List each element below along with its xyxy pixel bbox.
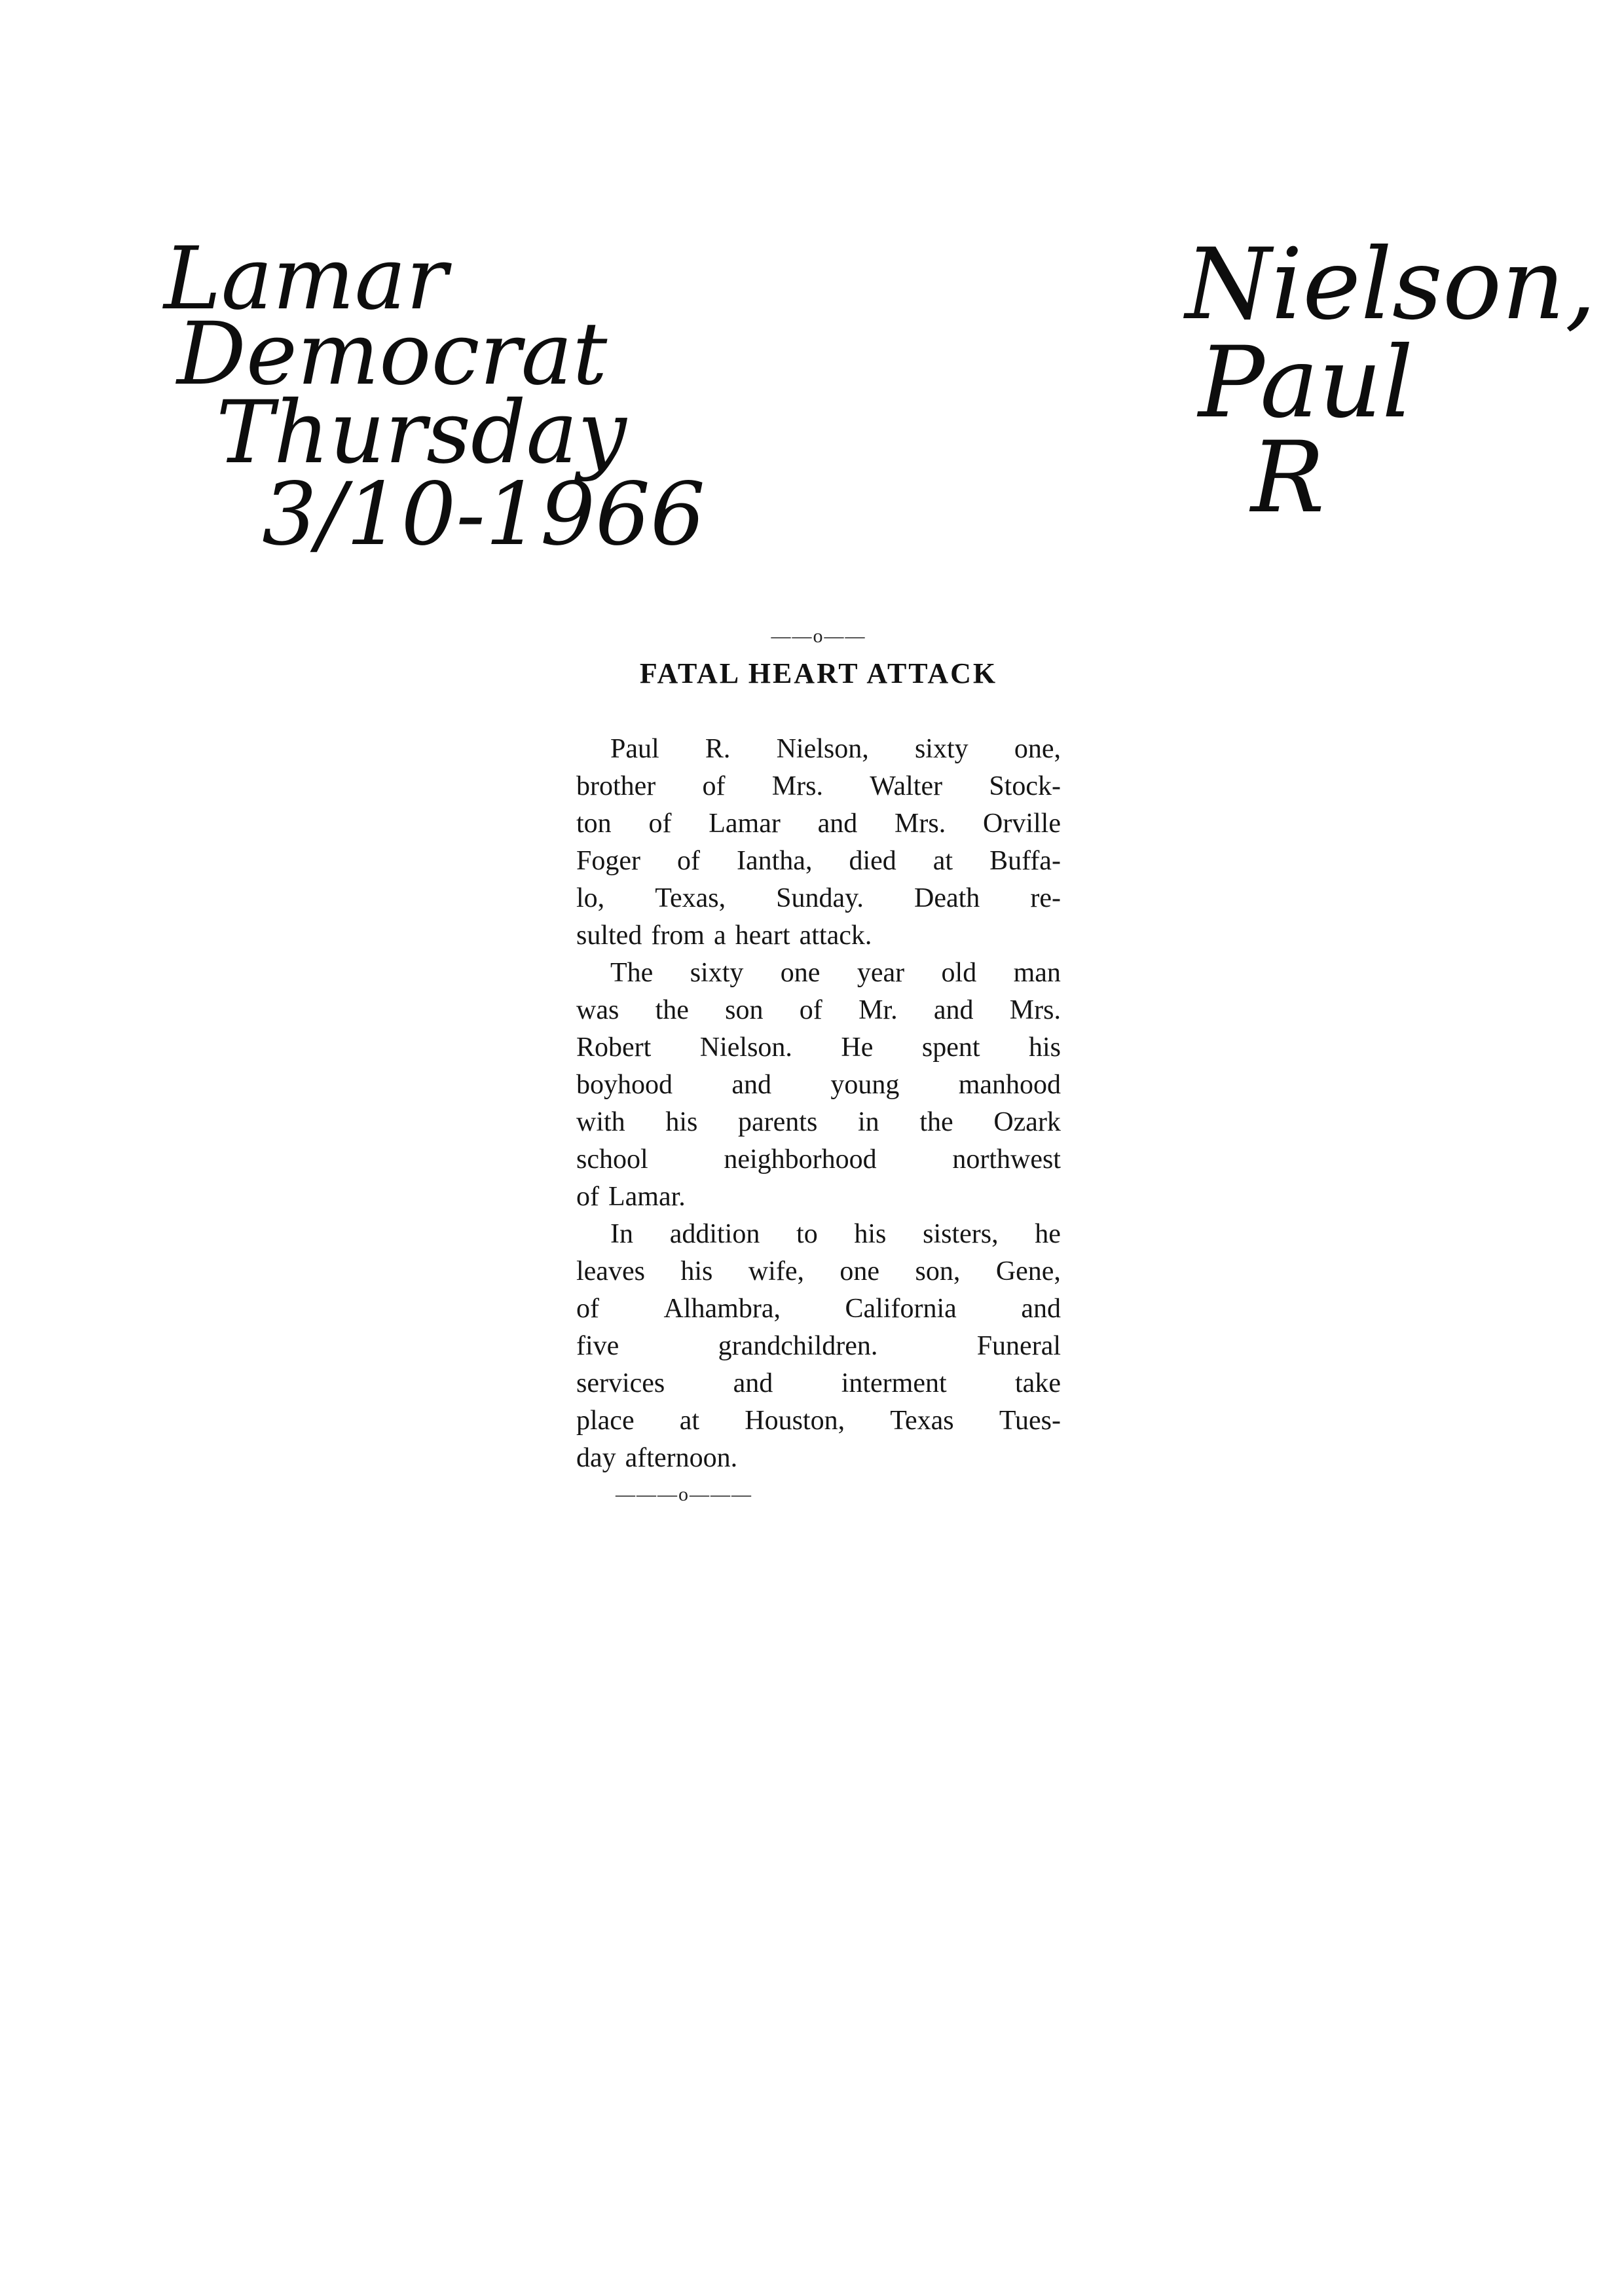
handwritten-note-right xyxy=(1185,228,1596,537)
handwritten-line: Nielson, xyxy=(1185,228,1596,342)
article-body xyxy=(576,731,1061,1477)
newspaper-clipping xyxy=(576,625,1061,1506)
handwritten-line: Democrat xyxy=(177,304,608,405)
handwritten-note-left xyxy=(164,228,705,602)
article-line: services and interment take xyxy=(576,1368,1061,1398)
article-line: In addition to his sisters, he xyxy=(610,1219,1061,1249)
article-line: ton of Lamar and Mrs. Orville xyxy=(576,809,1061,839)
handwritten-line: R xyxy=(1251,421,1325,535)
article-line: The sixty one year old man xyxy=(610,958,1061,988)
divider-top: ——o—— xyxy=(771,625,866,647)
article-line: of Lamar. xyxy=(576,1182,686,1212)
article-line: school neighborhood northwest xyxy=(576,1144,1061,1175)
handwritten-line: Lamar xyxy=(164,228,448,329)
divider-bottom: ———o——— xyxy=(616,1484,752,1505)
article-line: brother of Mrs. Walter Stock- xyxy=(576,771,1061,801)
article-line: five grandchildren. Funeral xyxy=(576,1331,1061,1361)
article-line: Robert Nielson. He spent his xyxy=(576,1032,1061,1063)
article-line: day afternoon. xyxy=(576,1443,738,1473)
article-line: sulted from a heart attack. xyxy=(576,920,872,951)
article-line: was the son of Mr. and Mrs. xyxy=(576,995,1061,1025)
article-line: leaves his wife, one son, Gene, xyxy=(576,1256,1061,1286)
handwritten-line: Thursday xyxy=(216,382,627,483)
article-line: boyhood and young manhood xyxy=(576,1070,1061,1100)
article-line: with his parents in the Ozark xyxy=(576,1107,1061,1137)
article-line: Foger of Iantha, died at Buffa- xyxy=(576,846,1061,876)
headline: FATAL HEART ATTACK xyxy=(639,657,998,689)
article-line: lo, Texas, Sunday. Death re- xyxy=(576,883,1061,913)
article-line: place at Houston, Texas Tues- xyxy=(576,1406,1061,1436)
article-line: of Alhambra, California and xyxy=(576,1294,1061,1324)
article-line: Paul R. Nielson, sixty one, xyxy=(610,734,1061,764)
handwritten-line: 3/10-1966 xyxy=(262,464,705,565)
handwritten-line: Paul xyxy=(1198,326,1414,440)
